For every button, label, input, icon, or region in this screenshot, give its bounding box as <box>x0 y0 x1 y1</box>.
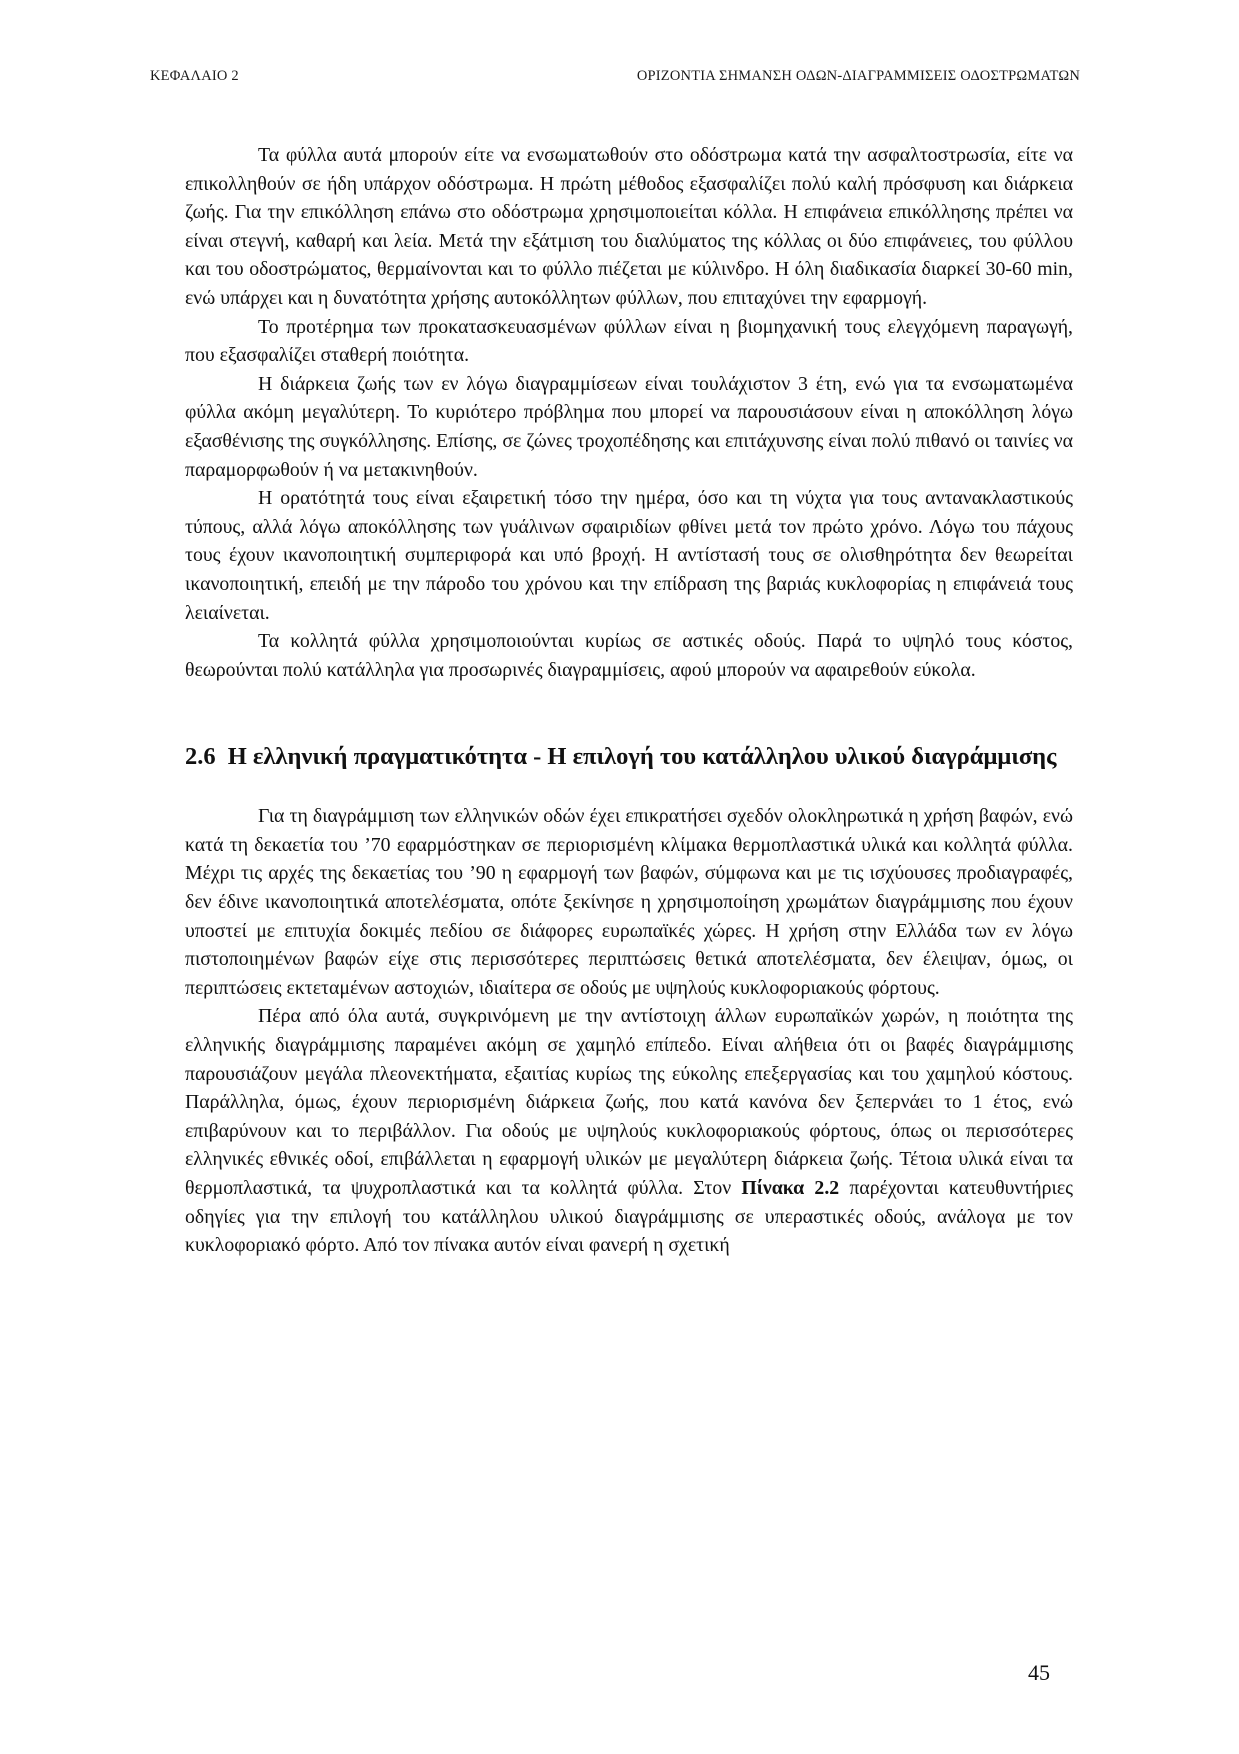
section-title: Η ελληνική πραγματικότητα - Η επιλογή του κατάλληλου υλικού διαγράμμισης <box>227 743 1057 771</box>
page-number: 45 <box>1028 1660 1050 1685</box>
section-number: 2.6 <box>185 743 216 771</box>
chapter-title: ΟΡΙΖΟΝΤΙΑ ΣΗΜΑΝΣΗ ΟΔΩΝ-ΔΙΑΓΡΑΜΜΙΣΕΙΣ ΟΔΟΣΤΡΩΜΑΤΩΝ <box>636 68 1080 84</box>
paragraph-text: παρέχονται κατευθυντήριες οδηγίες για την επιλογή του κατάλληλου υλικού διαγράμμισης σε υπεραστικές οδούς, ανάλογα με τον κυκλοφοριακό φόρτο. Από τον πίνακα αυτόν είναι φανερή η σχετική <box>185 1177 1073 1257</box>
paragraph: Για τη διαγράμμιση των ελληνικών οδών έχει επικρατήσει σχεδόν ολοκληρωτικά η χρήση βαφών, ενώ κατά τη δεκαετία του ’70 εφαρμόστηκαν σε περιορισμένη κλίμακα θερμοπλαστικά υλικά και κολλητά φύλλα. Μέχρι τις αρχές της δεκαετίας του ’90 η εφαρμογή των βαφών, σύμφωνα και με τις ισχύουσες προδιαγραφές, δεν έδινε ικανοποιητικά αποτελέσματα, οπότε ξεκίνησε η χρησιμοποίηση χρωμάτων διαγράμμισης που έχουν υποστεί με επιτυχία δοκιμές πεδίου σε διάφορες ευρωπαϊκές χώρες. Η χρήση στην Ελλάδα των εν λόγω πιστοποιημένων βαφών είχε στις περισσότερες περιπτώσεις θετικά αποτελέσματα, δεν έλειψαν, όμως, οι περιπτώσεις εκτεταμένων αστοχιών, ιδιαίτερα σε οδούς με υψηλούς κυκλοφοριακούς φόρτους. <box>185 805 1073 999</box>
paragraph: Τα κολλητά φύλλα χρησιμοποιούνται κυρίως σε αστικές οδούς. Παρά το υψηλό τους κόστος, θεωρούνται πολύ κατάλληλα για προσωρινές διαγραμμίσεις, αφού μπορούν να αφαιρεθούν εύκολα. <box>185 630 1073 681</box>
paragraph: Η ορατότητά τους είναι εξαιρετική τόσο την ημέρα, όσο και τη νύχτα για τους αντανακλαστικούς τύπους, αλλά λόγω αποκόλλησης των γυάλινων σφαιριδίων φθίνει μετά τον πρώτο χρόνο. Λόγω του πάχους τους έχουν ικανοποιητική συμπεριφορά και υπό βροχή. Η αντίστασή τους σε ολισθηρότητα δεν θεωρείται ικανοποιητική, επειδή με την πάροδο του χρόνου και την επίδραση της βαριάς κυκλοφορίας η επιφάνειά τους λειαίνεται. <box>185 487 1073 624</box>
paragraph: Η διάρκεια ζωής των εν λόγω διαγραμμίσεων είναι τουλάχιστον 3 έτη, ενώ για τα ενσωματωμένα φύλλα ακόμη μεγαλύτερη. Το κυριότερο πρόβλημα που μπορεί να παρουσιάσουν είναι η αποκόλληση λόγω εξασθένισης της συγκόλλησης. Επίσης, σε ζώνες τροχοπέδησης και επιτάχυνσης είναι πολύ πιθανό οι ταινίες να παραμορφωθούν ή να μετακινηθούν. <box>185 372 1073 481</box>
page-body <box>185 141 1073 1260</box>
section-heading <box>185 740 1073 774</box>
running-header <box>150 68 1080 85</box>
chapter-label: ΚΕΦΑΛΑΙΟ 2 <box>150 68 239 84</box>
table-reference: Πίνακα 2.2 <box>741 1177 840 1199</box>
paragraph <box>185 1002 1073 1259</box>
paragraph: Τα φύλλα αυτά μπορούν είτε να ενσωματωθούν στο οδόστρωμα κατά την ασφαλτοστρωσία, είτε να επικολληθούν σε ήδη υπάρχον οδόστρωμα. Η πρώτη μέθοδος εξασφαλίζει πολύ καλή πρόσφυση και διάρκεια ζωής. Για την επικόλληση επάνω στο οδόστρωμα χρησιμοποιείται κόλλα. Η επιφάνεια επικόλλησης πρέπει να είναι στεγνή, καθαρή και λεία. Μετά την εξάτμιση του διαλύματος της κόλλας οι δύο επιφάνειες, του φύλλου και του οδοστρώματος, θερμαίνονται και το φύλλο πιέζεται με κύλινδρο. Η όλη διαδικασία διαρκεί 30-60 min, ενώ υπάρχει και η δυνατότητα χρήσης αυτοκόλλητων φύλλων, που επιταχύνει την εφαρμογή. <box>185 144 1073 309</box>
paragraph: Το προτέρημα των προκατασκευασμένων φύλλων είναι η βιομηχανική τους ελεγχόμενη παραγωγή, που εξασφαλίζει σταθερή ποιότητα. <box>185 315 1073 367</box>
paragraph-text: Πέρα από όλα αυτά, συγκρινόμενη με την αντίστοιχη άλλων ευρωπαϊκών χωρών, η ποιότητα της ελληνικής διαγράμμισης παραμένει ακόμη σε χαμηλό επίπεδο. Είναι αλήθεια ότι οι βαφές διαγράμμισης παρουσιάζουν μεγάλα πλεονεκτήματα, εξαιτίας κυρίως της εύκολης επεξεργασίας και του χαμηλού κόστους. Παράλληλα, όμως, έχουν περιορισμένη διάρκεια ζωής, που κατά κανόνα δεν ξεπερνάει το 1 έτος, ενώ επιβαρύνουν και το περιβάλλον. Για οδούς με υψηλούς κυκλοφοριακούς φόρτους, όπως οι περισσότερες ελληνικές εθνικές οδοί, επιβάλλεται η εφαρμογή υλικών με μεγαλύτερη διάρκεια ζωής. Τέτοια υλικά είναι τα θερμοπλαστικά, τα ψυχροπλαστικά και τα κολλητά φύλλα. Στον <box>185 1005 1073 1199</box>
